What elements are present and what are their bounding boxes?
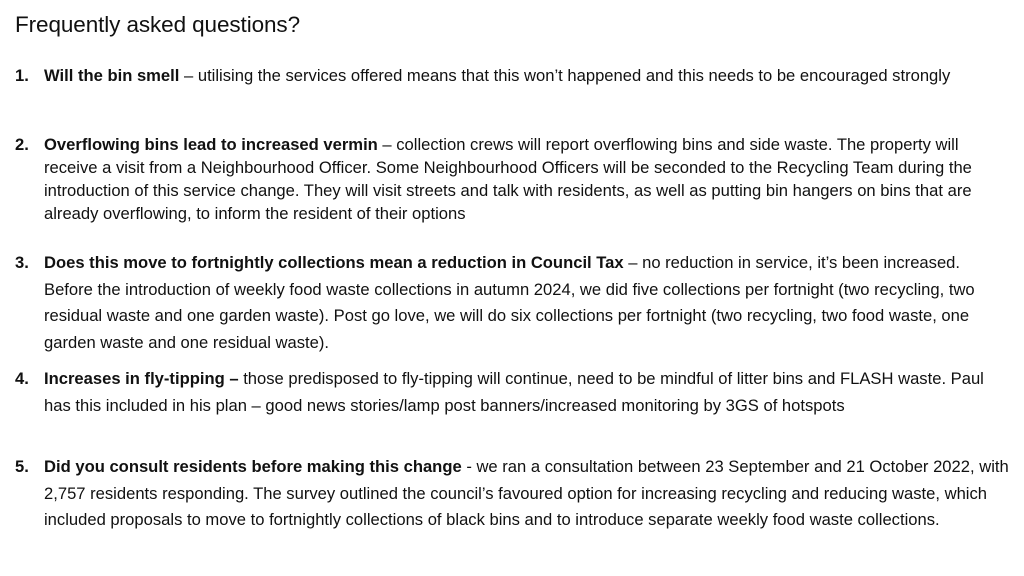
faq-body bbox=[44, 64, 1010, 87]
faq-question: Increases in fly-tipping – bbox=[44, 369, 239, 388]
faq-answer: – no reduction in service, it’s been increased. Before the introduction of weekly food waste collections in autumn 2024, we did five collections per fortnight (two recycling, two residual waste and one garden waste). Post go love, we will do six collections per fortnight (two recycling, two food waste, one garden waste and one residual waste). bbox=[44, 253, 975, 353]
faq-answer: - we ran a consultation between 23 September and 21 October 2022, with 2,757 residents responding. The survey outlined the council’s favoured option for increasing recycling and reducing waste, which included proposals to move to fortnightly collections of black bins and to introduce separate weekly food waste collections. bbox=[44, 457, 1009, 530]
faq-question: Overflowing bins lead to increased vermin bbox=[44, 135, 378, 154]
faq-number: 3. bbox=[15, 253, 29, 272]
faq-number: 2. bbox=[15, 135, 29, 154]
faq-body bbox=[44, 454, 1010, 534]
faq-number: 4. bbox=[15, 369, 29, 388]
faq-body bbox=[44, 366, 1010, 419]
faq-body bbox=[44, 250, 1010, 357]
faq-answer: – utilising the services offered means that this won’t happened and this needs to be encouraged strongly bbox=[179, 66, 951, 85]
page-title: Frequently asked questions? bbox=[15, 12, 300, 37]
faq-answer: those predisposed to fly-tipping will continue, need to be mindful of litter bins and FLASH waste. Paul has this included in his plan – good news stories/lamp post banners/increased monitoring by 3GS of hotspots bbox=[44, 369, 984, 415]
faq-question: Will the bin smell bbox=[44, 66, 180, 85]
faq-question: Does this move to fortnightly collections mean a reduction in Council Tax bbox=[44, 253, 624, 272]
faq-question: Did you consult residents before making this change bbox=[44, 457, 462, 476]
faq-answer: – collection crews will report overflowing bins and side waste. The property will receive a visit from a Neighbourhood Officer. Some Neighbourhood Officers will be seconded to the Recycling Team during the introduction of this service change. They will visit streets and talk with residents, as well as putting bin hangers on bins that are already overflowing, to inform the resident of their options bbox=[44, 135, 972, 223]
faq-number: 1. bbox=[15, 66, 29, 85]
faq-body bbox=[44, 133, 1010, 225]
faq-number: 5. bbox=[15, 457, 29, 476]
